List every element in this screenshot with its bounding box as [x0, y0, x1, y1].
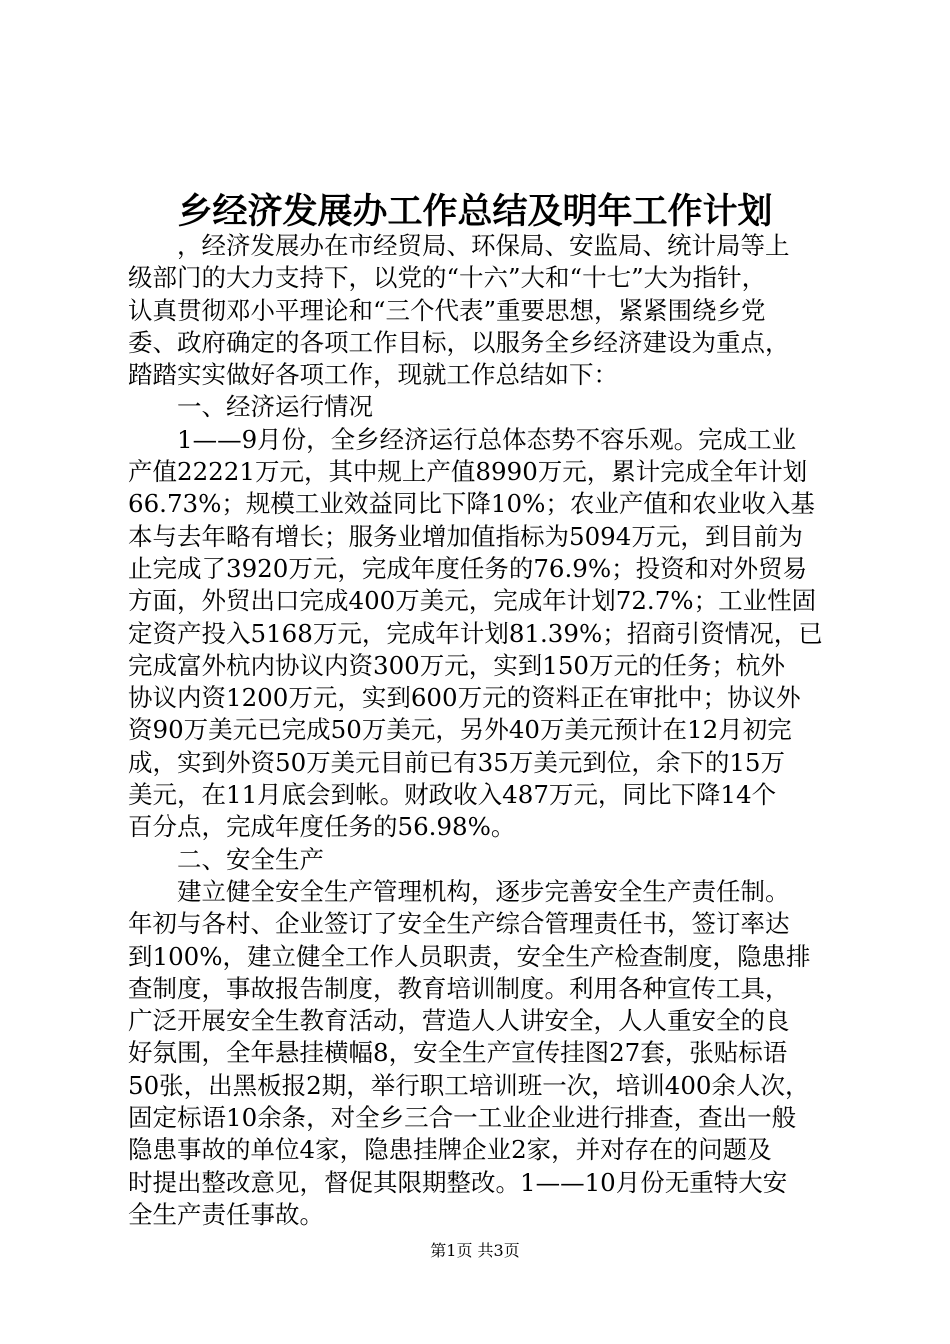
- text-line: 委、政府确定的各项工作目标，以服务全乡经济建设为重点，: [128, 327, 790, 357]
- text-line: 完成富外杭内协议内资300万元，实到150万元的任务；杭外: [128, 650, 786, 680]
- text-line: 隐患事故的单位4家，隐患挂牌企业2家，并对存在的问题及: [128, 1135, 772, 1165]
- text-line: 级部门的大力支持下，以党的“十六”大和“十七”大为指针，: [128, 263, 767, 293]
- text-line: 产值22221万元，其中规上产值8990万元，累计完成全年计划: [128, 457, 808, 487]
- text-line: 时提出整改意见，督促其限期整改。1——10月份无重特大安: [128, 1167, 788, 1197]
- text-line: 资90万美元已完成50万美元，另外40万美元预计在12月初完: [128, 715, 792, 745]
- text-line: 查制度，事故报告制度，教育培训制度。利用各种宣传工具，: [128, 973, 790, 1003]
- text-line: 二、安全生产: [177, 844, 324, 874]
- text-line: 好氛围，全年悬挂横幅8，安全生产宣传挂图27套，张贴标语: [128, 1038, 788, 1068]
- text-line: 全生产责任事故。: [128, 1199, 324, 1229]
- text-line: 美元，在11月底会到帐。财政收入487万元，同比下降14个: [128, 780, 777, 810]
- text-line: 成，实到外资50万美元目前已有35万美元到位，余下的15万: [128, 747, 786, 777]
- text-line: 协议内资1200万元，实到600万元的资料正在审批中；协议外: [128, 683, 801, 713]
- document-body: [128, 230, 838, 1231]
- text-line: 定资产投入5168万元，完成年计划81.39%；招商引资情况，已: [128, 618, 823, 648]
- text-line: 认真贯彻邓小平理论和“三个代表”重要思想，紧紧围绕乡党: [128, 295, 766, 325]
- text-line: 1——9月份，全乡经济运行总体态势不容乐观。完成工业: [177, 424, 797, 454]
- text-line: 方面，外贸出口完成400万美元，完成年计划72.7%；工业性固: [128, 586, 817, 616]
- text-line: 50张，出黑板报2期，举行职工培训班一次，培训400余人次，: [128, 1070, 810, 1100]
- text-line: ，经济发展办在市经贸局、环保局、安监局、统计局等上: [177, 231, 790, 260]
- text-line: 百分点，完成年度任务的56.98%。: [128, 812, 516, 842]
- document-title: 乡经济发展办工作总结及明年工作计划: [177, 191, 773, 232]
- text-line: 止完成了3920万元，完成年度任务的76.9%；投资和对外贸易: [128, 553, 808, 583]
- text-line: 一、经济运行情况: [177, 392, 373, 422]
- text-line: 踏踏实实做好各项工作，现就工作总结如下：: [128, 360, 618, 390]
- text-line: 本与去年略有增长；服务业增加值指标为5094万元，到目前为: [128, 521, 803, 551]
- text-line: 建立健全安全生产管理机构，逐步完善安全生产责任制。: [177, 876, 790, 906]
- text-line: 66.73%；规模工业效益同比下降10%；农业产值和农业收入基: [128, 489, 815, 519]
- text-line: 广泛开展安全生教育活动，营造人人讲安全，人人重安全的良: [128, 1006, 790, 1036]
- text-line: 固定标语10余条，对全乡三合一工业企业进行排查，查出一般: [128, 1103, 797, 1133]
- page-footer: 第1页 共3页: [430, 1241, 520, 1260]
- text-line: 到100%，建立健全工作人员职责，安全生产检查制度，隐患排: [128, 941, 811, 971]
- text-line: 年初与各村、企业签订了安全生产综合管理责任书，签订率达: [128, 909, 790, 939]
